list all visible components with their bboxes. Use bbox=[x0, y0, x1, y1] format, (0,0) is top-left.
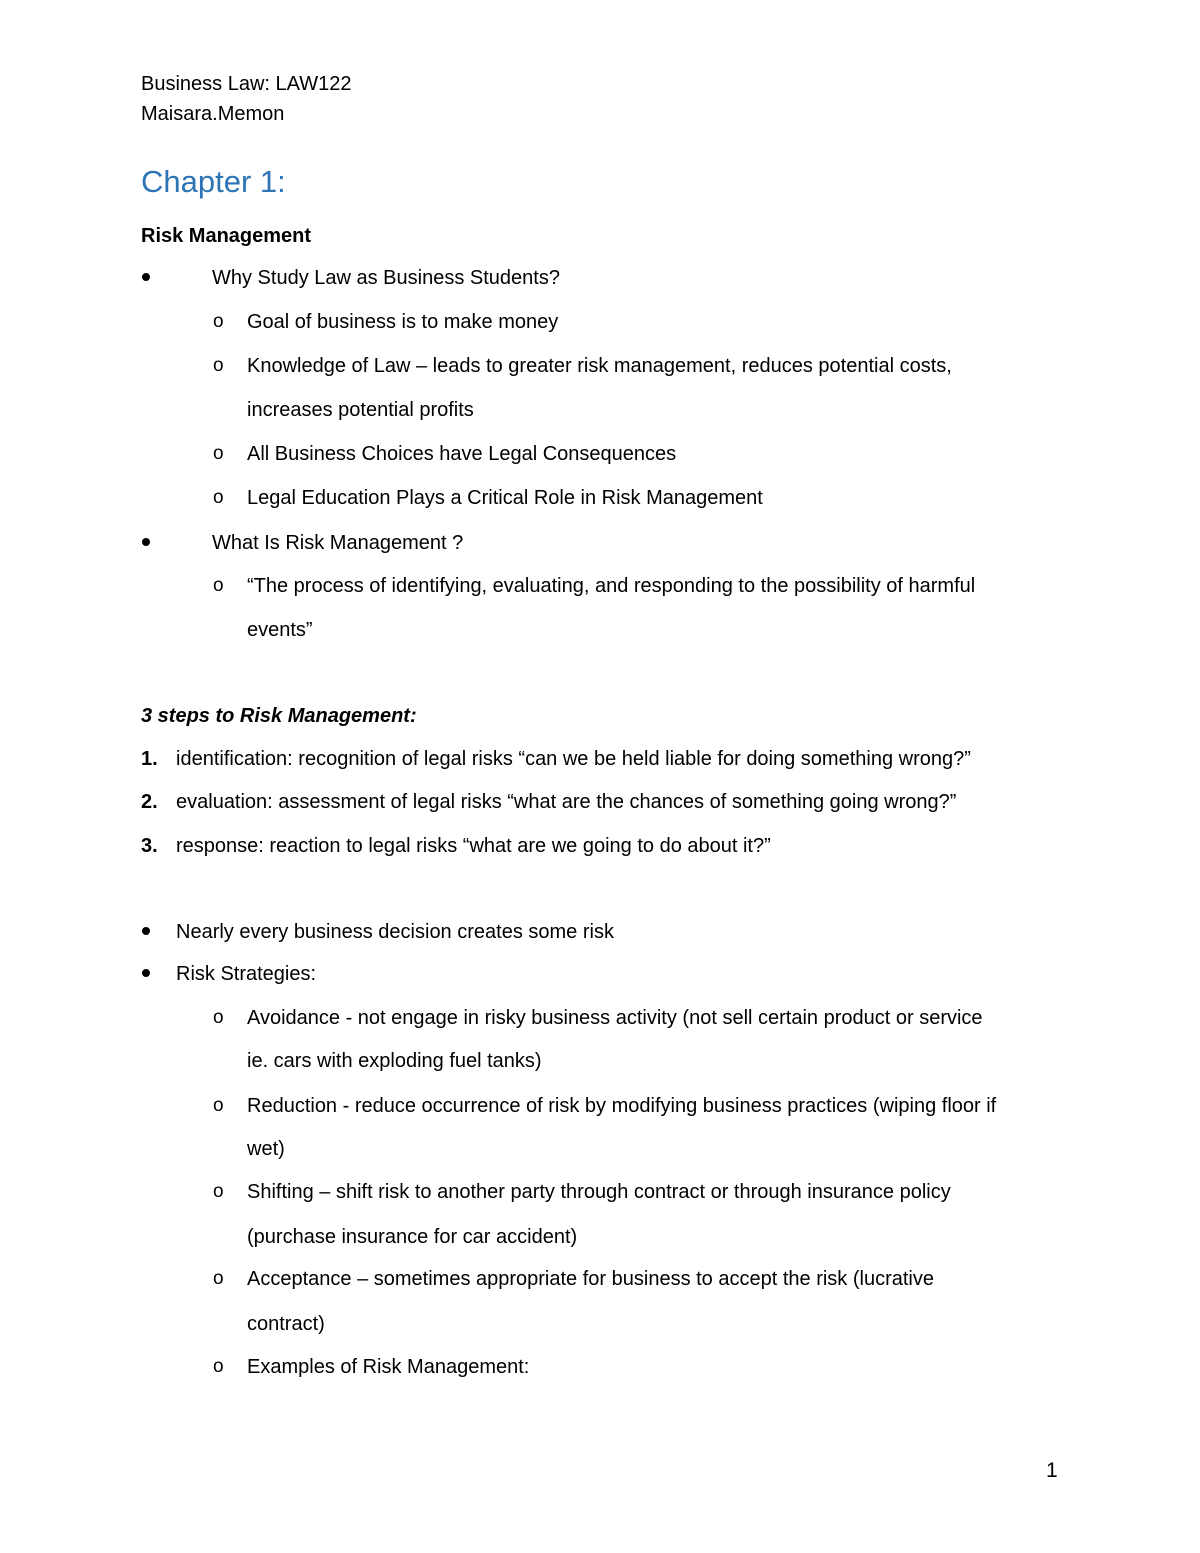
circle-bullet-icon: o bbox=[213, 575, 224, 596]
list-item: Acceptance – sometimes appropriate for business to accept the risk (lucrative bbox=[247, 1268, 934, 1290]
list-item: Nearly every business decision creates some risk bbox=[176, 921, 614, 943]
section-heading: Risk Management bbox=[141, 225, 312, 247]
list-item: Legal Education Plays a Critical Role in Risk Management bbox=[247, 487, 763, 509]
page-number: 1 bbox=[1046, 1459, 1058, 1482]
author-name: Maisara.Memon bbox=[141, 103, 285, 125]
list-item-continuation: (purchase insurance for car accident) bbox=[247, 1226, 578, 1248]
step-number: 2. bbox=[141, 791, 158, 813]
chapter-heading: Chapter 1: bbox=[141, 164, 286, 199]
list-item-continuation: wet) bbox=[247, 1138, 285, 1160]
list-item: Why Study Law as Business Students? bbox=[212, 267, 560, 289]
list-item: Knowledge of Law – leads to greater risk management, reduces potential costs, bbox=[247, 355, 952, 377]
course-title: Business Law: LAW122 bbox=[141, 73, 352, 95]
circle-bullet-icon: o bbox=[213, 1356, 224, 1377]
bullet-icon bbox=[142, 273, 150, 281]
step-item: evaluation: assessment of legal risks “what are the chances of something going wrong?” bbox=[176, 791, 957, 813]
step-number: 3. bbox=[141, 835, 158, 857]
circle-bullet-icon: o bbox=[213, 311, 224, 332]
circle-bullet-icon: o bbox=[213, 1268, 224, 1289]
circle-bullet-icon: o bbox=[213, 355, 224, 376]
list-item: Examples of Risk Management: bbox=[247, 1356, 530, 1378]
step-item: response: reaction to legal risks “what are we going to do about it?” bbox=[176, 835, 771, 857]
list-item: Avoidance - not engage in risky business activity (not sell certain product or service bbox=[247, 1007, 983, 1029]
circle-bullet-icon: o bbox=[213, 1007, 224, 1028]
list-item-continuation: contract) bbox=[247, 1313, 325, 1335]
circle-bullet-icon: o bbox=[213, 443, 224, 464]
list-item: Risk Strategies: bbox=[176, 963, 317, 985]
bullet-icon bbox=[142, 538, 150, 546]
list-item: All Business Choices have Legal Consequences bbox=[247, 443, 677, 465]
list-item: What Is Risk Management ? bbox=[212, 532, 464, 554]
list-item: “The process of identifying, evaluating, and responding to the possibility of harmful bbox=[247, 575, 976, 597]
circle-bullet-icon: o bbox=[213, 487, 224, 508]
circle-bullet-icon: o bbox=[213, 1095, 224, 1116]
step-number: 1. bbox=[141, 748, 158, 770]
list-item-continuation: ie. cars with exploding fuel tanks) bbox=[247, 1050, 542, 1072]
list-item: Shifting – shift risk to another party through contract or through insurance policy bbox=[247, 1181, 951, 1203]
circle-bullet-icon: o bbox=[213, 1181, 224, 1202]
bullet-icon bbox=[142, 927, 150, 935]
bullet-icon bbox=[142, 969, 150, 977]
list-item-continuation: increases potential profits bbox=[247, 399, 474, 421]
steps-heading: 3 steps to Risk Management: bbox=[141, 705, 417, 727]
list-item: Reduction - reduce occurrence of risk by modifying business practices (wiping floor if bbox=[247, 1095, 997, 1117]
list-item-continuation: events” bbox=[247, 619, 313, 641]
step-item: identification: recognition of legal risks “can we be held liable for doing something wrong?” bbox=[176, 748, 971, 770]
list-item: Goal of business is to make money bbox=[247, 311, 559, 333]
